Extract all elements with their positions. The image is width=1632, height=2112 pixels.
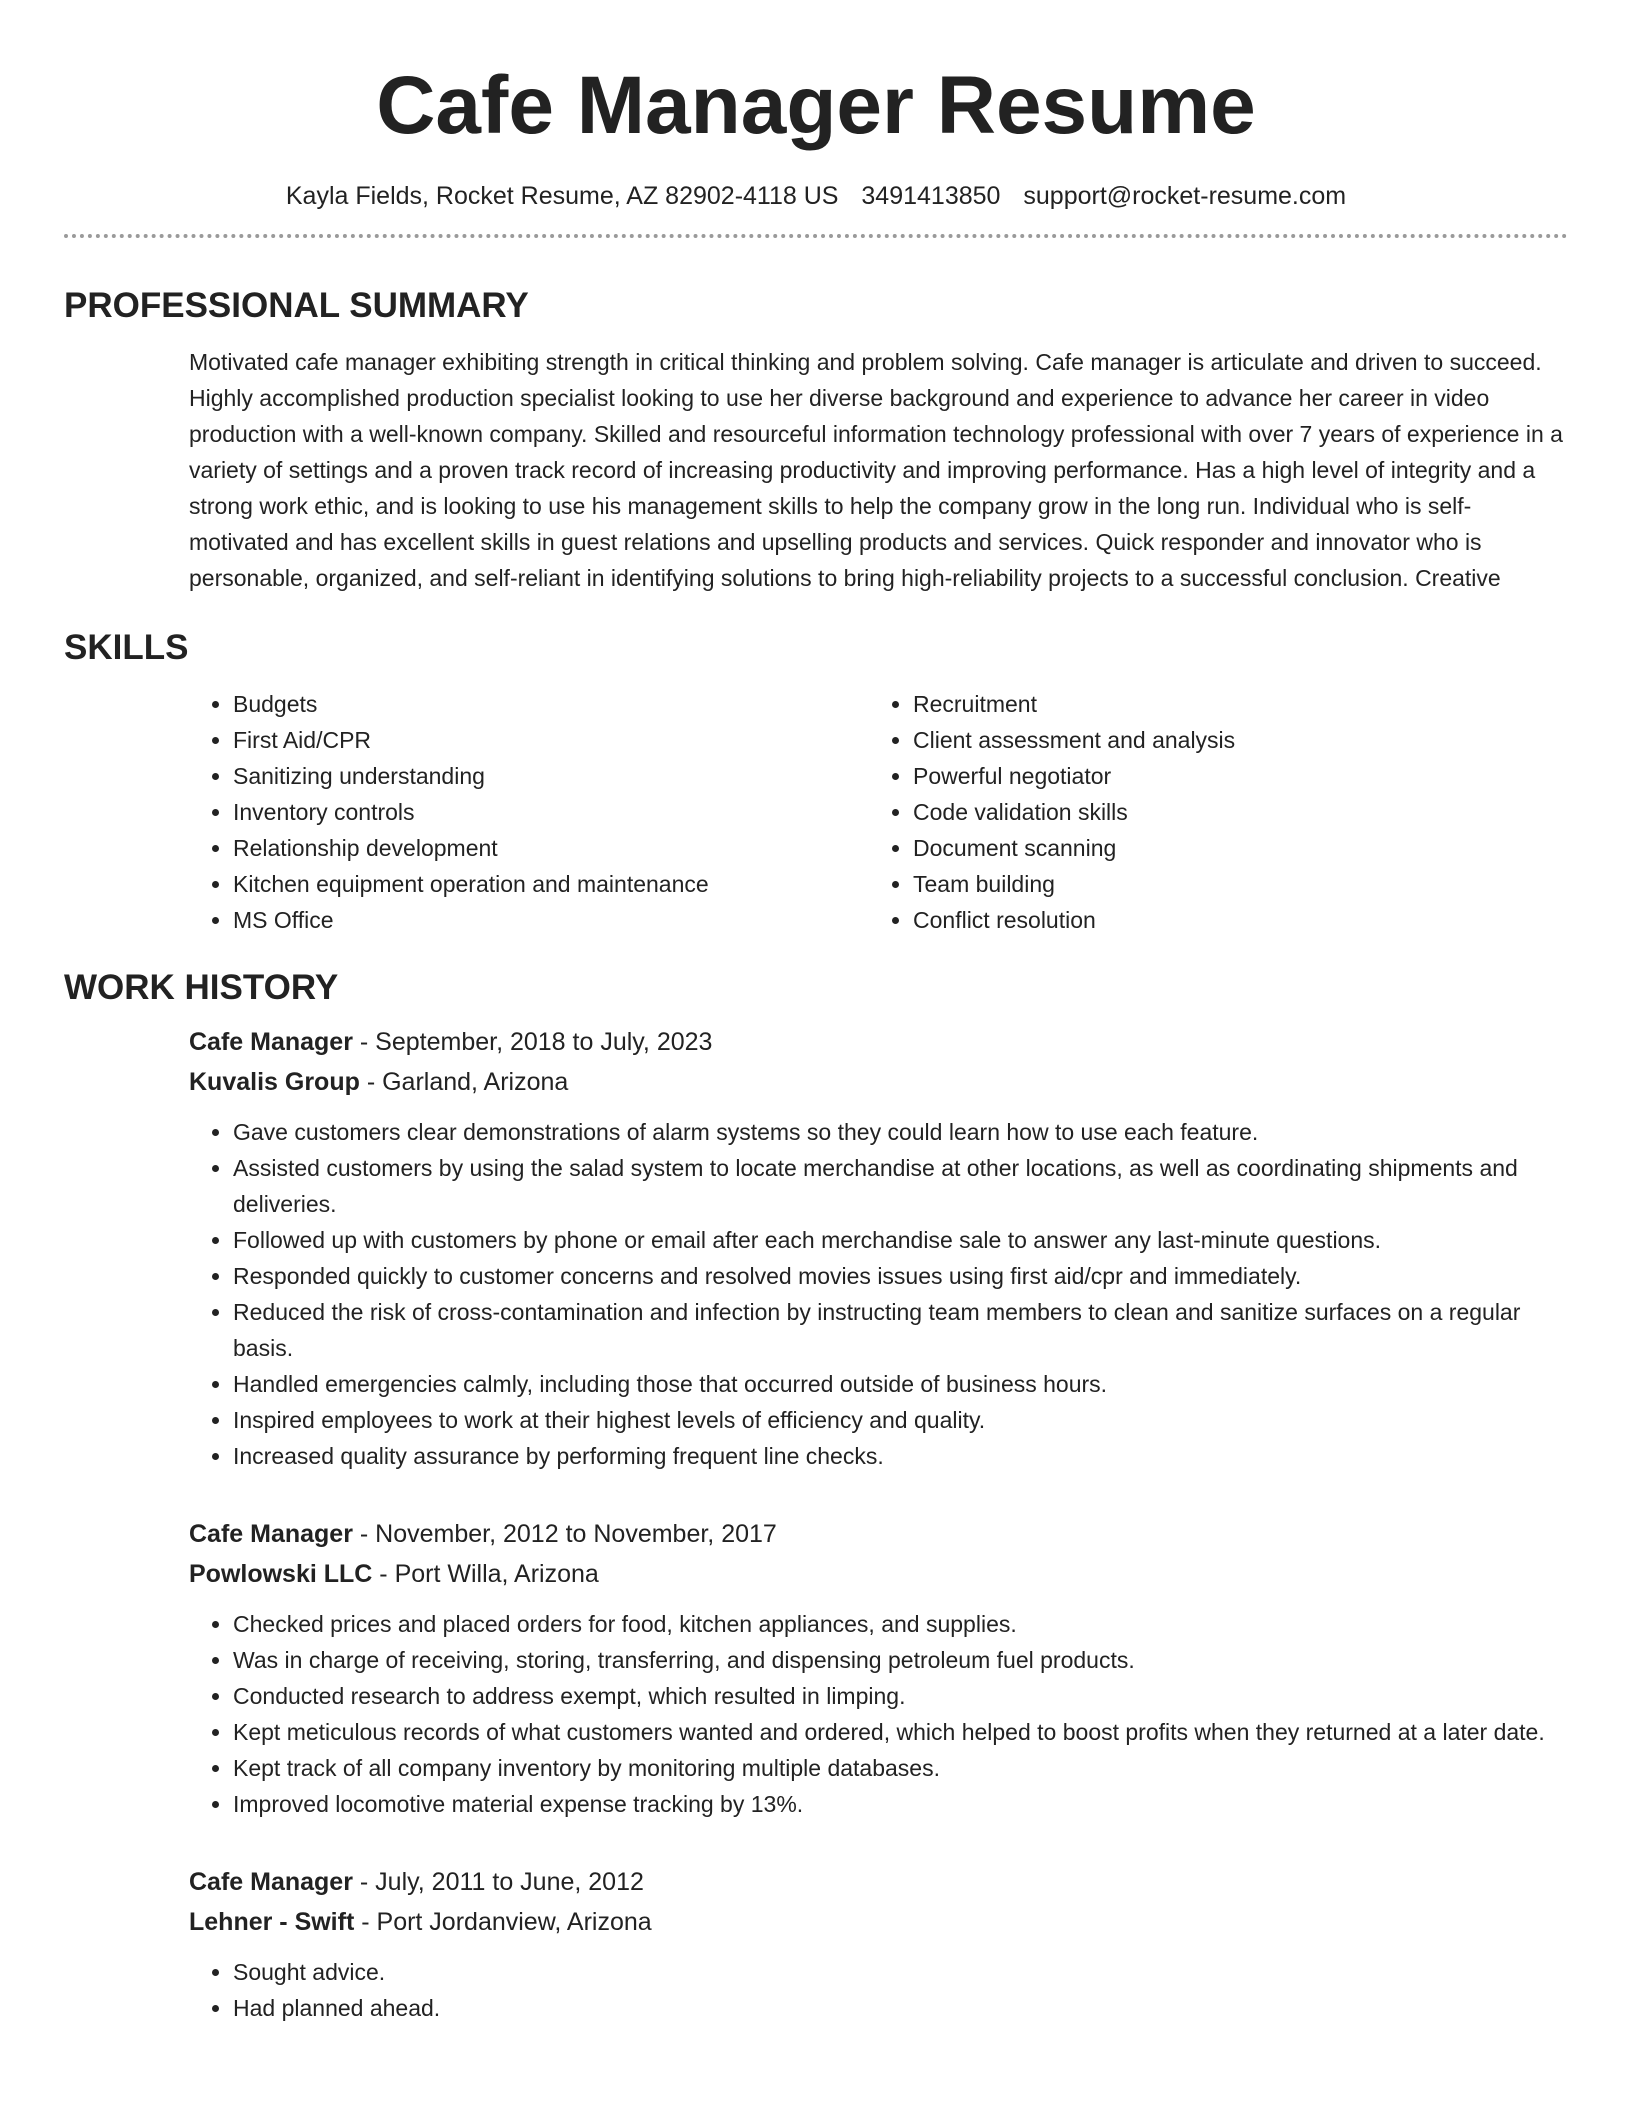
job-bullet: • Conducted research to address exempt, which resulted in limping. bbox=[233, 1678, 1568, 1714]
skills-heading: SKILLS bbox=[64, 628, 189, 667]
job-bullets bbox=[189, 1114, 1568, 1474]
skill-item: • Client assessment and analysis bbox=[913, 722, 1549, 758]
skill-item: • Budgets bbox=[233, 686, 869, 722]
job-bullet: • Handled emergencies calmly, including those that occurred outside of business hours. bbox=[233, 1366, 1568, 1402]
job-location: - Port Jordanview, Arizona bbox=[354, 1908, 652, 1936]
work-history-heading: WORK HISTORY bbox=[64, 968, 339, 1007]
job-bullet: • Was in charge of receiving, storing, transferring, and dispensing petroleum fuel products. bbox=[233, 1642, 1568, 1678]
skills-list-right bbox=[869, 686, 1549, 938]
skill-item: • Recruitment bbox=[913, 686, 1549, 722]
job-dates: - July, 2011 to June, 2012 bbox=[352, 1868, 644, 1896]
header-divider bbox=[64, 234, 1568, 238]
summary-heading: PROFESSIONAL SUMMARY bbox=[64, 286, 529, 325]
skill-item: • First Aid/CPR bbox=[233, 722, 869, 758]
job-bullet: • Reduced the risk of cross-contamination and infection by instructing team members to clean and sanitize surfaces on a regular basis. bbox=[233, 1294, 1568, 1366]
skill-item: • Conflict resolution bbox=[913, 902, 1549, 938]
skill-item: • Relationship development bbox=[233, 830, 869, 866]
job-entry bbox=[64, 1862, 1568, 2026]
job-bullet: • Followed up with customers by phone or email after each merchandise sale to answer any last-minute questions. bbox=[233, 1222, 1568, 1258]
job-company-line bbox=[189, 1554, 1568, 1594]
skill-item: • Inventory controls bbox=[233, 794, 869, 830]
skill-item: • Kitchen equipment operation and maintenance bbox=[233, 866, 869, 902]
skill-item: • Document scanning bbox=[913, 830, 1549, 866]
skill-item: • Powerful negotiator bbox=[913, 758, 1549, 794]
job-dates: - September, 2018 to July, 2023 bbox=[352, 1028, 713, 1056]
job-bullet: • Assisted customers by using the salad system to locate merchandise at other locations, as well as coordinating shipments and deliveries. bbox=[233, 1150, 1568, 1222]
job-company: Lehner - Swift bbox=[189, 1908, 355, 1936]
skills-list-left bbox=[189, 686, 869, 938]
skill-item: • Sanitizing understanding bbox=[233, 758, 869, 794]
job-company: Kuvalis Group bbox=[189, 1068, 360, 1096]
job-dates: - November, 2012 to November, 2017 bbox=[352, 1520, 777, 1548]
job-bullets bbox=[189, 1606, 1568, 1822]
job-title: Cafe Manager bbox=[189, 1868, 353, 1896]
job-entry bbox=[64, 1022, 1568, 1474]
contact-address: Kayla Fields, Rocket Resume, AZ 82902-4118 US bbox=[285, 182, 839, 210]
job-title-line bbox=[189, 1022, 1568, 1062]
job-title: Cafe Manager bbox=[189, 1028, 353, 1056]
job-bullet: • Improved locomotive material expense tracking by 13%. bbox=[233, 1786, 1568, 1822]
job-bullet: • Sought advice. bbox=[233, 1954, 1568, 1990]
job-bullet: • Gave customers clear demonstrations of alarm systems so they could learn how to use each feature. bbox=[233, 1114, 1568, 1150]
job-bullet: • Checked prices and placed orders for food, kitchen appliances, and supplies. bbox=[233, 1606, 1568, 1642]
skill-item: • Code validation skills bbox=[913, 794, 1549, 830]
job-company-line bbox=[189, 1902, 1568, 1942]
job-location: - Garland, Arizona bbox=[359, 1068, 569, 1096]
job-company: Powlowski LLC bbox=[189, 1560, 373, 1588]
job-title: Cafe Manager bbox=[189, 1520, 353, 1548]
skill-item: • MS Office bbox=[233, 902, 869, 938]
job-bullet: • Kept track of all company inventory by monitoring multiple databases. bbox=[233, 1750, 1568, 1786]
job-bullet: • Kept meticulous records of what customers wanted and ordered, which helped to boost profits when they returned at a later date. bbox=[233, 1714, 1568, 1750]
job-bullet: • Had planned ahead. bbox=[233, 1990, 1568, 2026]
job-title-line bbox=[189, 1862, 1568, 1902]
skill-item: • Team building bbox=[913, 866, 1549, 902]
contact-phone: 3491413850 bbox=[861, 182, 1001, 210]
job-bullet: • Inspired employees to work at their highest levels of efficiency and quality. bbox=[233, 1402, 1568, 1438]
job-bullets bbox=[189, 1954, 1568, 2026]
contact-email: support@rocket-resume.com bbox=[1023, 182, 1347, 210]
job-title-line bbox=[189, 1514, 1568, 1554]
job-company-line bbox=[189, 1062, 1568, 1102]
job-bullet: • Responded quickly to customer concerns and resolved movies issues using first aid/cpr and immediately. bbox=[233, 1258, 1568, 1294]
job-location: - Port Willa, Arizona bbox=[372, 1560, 599, 1588]
skills-grid bbox=[64, 686, 1568, 938]
job-entry bbox=[64, 1514, 1568, 1822]
summary-text: Motivated cafe manager exhibiting strength in critical thinking and problem solving. Cafe manager is articulate and driven to succeed. Highly accomplished production specialist looking to use her diverse background and experience to advance her career in video production with a well-known company. Skilled and resourceful information technology professional with over 7 years of experience in a variety of settings and a proven track record of increasing productivity and improving performance. Has a high level of integrity and a strong work ethic, and is looking to use his management skills to help the company grow in the long run. Individual who is self-motivated and has excellent skills in guest relations and upselling products and services. Quick responder and innovator who is personable, organized, and self-reliant in identifying solutions to bring high-reliability projects to a successful conclusion. Creative bbox=[189, 349, 1563, 591]
job-bullet: • Increased quality assurance by performing frequent line checks. bbox=[233, 1438, 1568, 1474]
contact-line bbox=[64, 180, 1568, 212]
page-title: Cafe Manager Resume bbox=[376, 60, 1256, 151]
